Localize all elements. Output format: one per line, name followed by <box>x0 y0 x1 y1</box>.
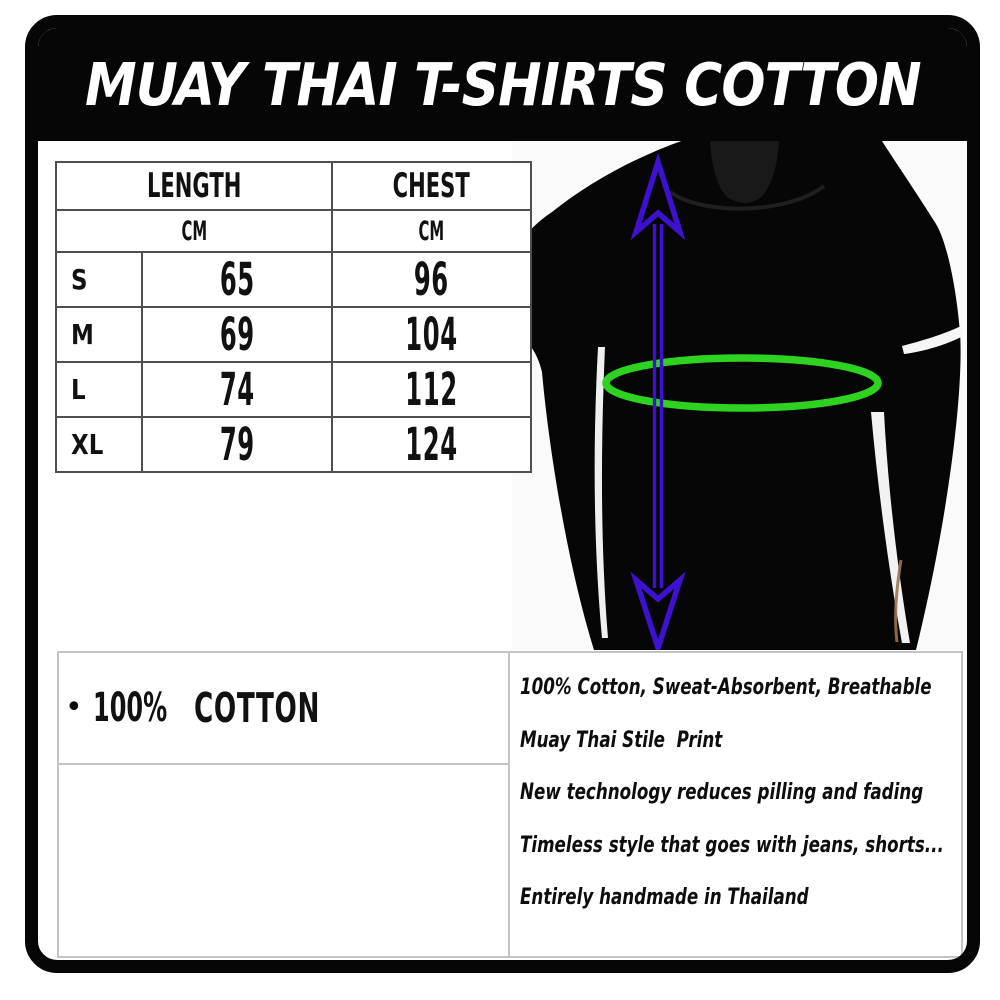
table-header-row <box>56 162 531 210</box>
size-label: S <box>71 263 88 296</box>
table-unit-row <box>56 210 531 252</box>
chest-value: 96 <box>414 253 449 306</box>
page-title: MUAY THAI T-SHIRTS COTTON <box>84 50 921 119</box>
chest-value: 104 <box>405 308 458 361</box>
chest-value: 112 <box>405 363 458 416</box>
chest-value: 124 <box>405 418 458 471</box>
material-note <box>59 653 508 765</box>
table-row <box>56 307 531 362</box>
length-unit: CM <box>181 215 207 247</box>
feature-item: Entirely handmade in Thailand <box>520 885 809 910</box>
size-table <box>55 161 532 473</box>
bullet-icon: • <box>65 690 83 725</box>
features-list <box>510 653 961 956</box>
table-row <box>56 362 531 417</box>
length-value: 74 <box>219 363 255 416</box>
feature-item: New technology reduces pilling and fading <box>520 780 924 805</box>
length-value: 69 <box>219 308 255 361</box>
table-row <box>56 417 531 472</box>
size-label: XL <box>71 428 104 461</box>
size-label: L <box>71 373 86 406</box>
info-panel <box>57 651 963 958</box>
length-value: 79 <box>219 418 255 471</box>
chest-unit: CM <box>418 215 445 247</box>
length-column-header: LENGTH <box>146 166 242 206</box>
length-value: 65 <box>219 253 255 306</box>
rounded-frame <box>25 15 980 973</box>
size-label: M <box>71 318 94 351</box>
table-row <box>56 252 531 307</box>
material-label: COTTON <box>194 684 321 732</box>
material-percent: 100% <box>92 685 167 731</box>
title-banner <box>38 28 967 141</box>
feature-item: Timeless style that goes with jeans, shorts... <box>520 832 944 858</box>
feature-item: Muay Thai Stile Print <box>520 727 723 753</box>
mannequin-photo <box>512 140 967 650</box>
chest-column-header: CHEST <box>392 166 471 206</box>
feature-item: 100% Cotton, Sweat-Absorbent, Breathable <box>520 675 932 700</box>
